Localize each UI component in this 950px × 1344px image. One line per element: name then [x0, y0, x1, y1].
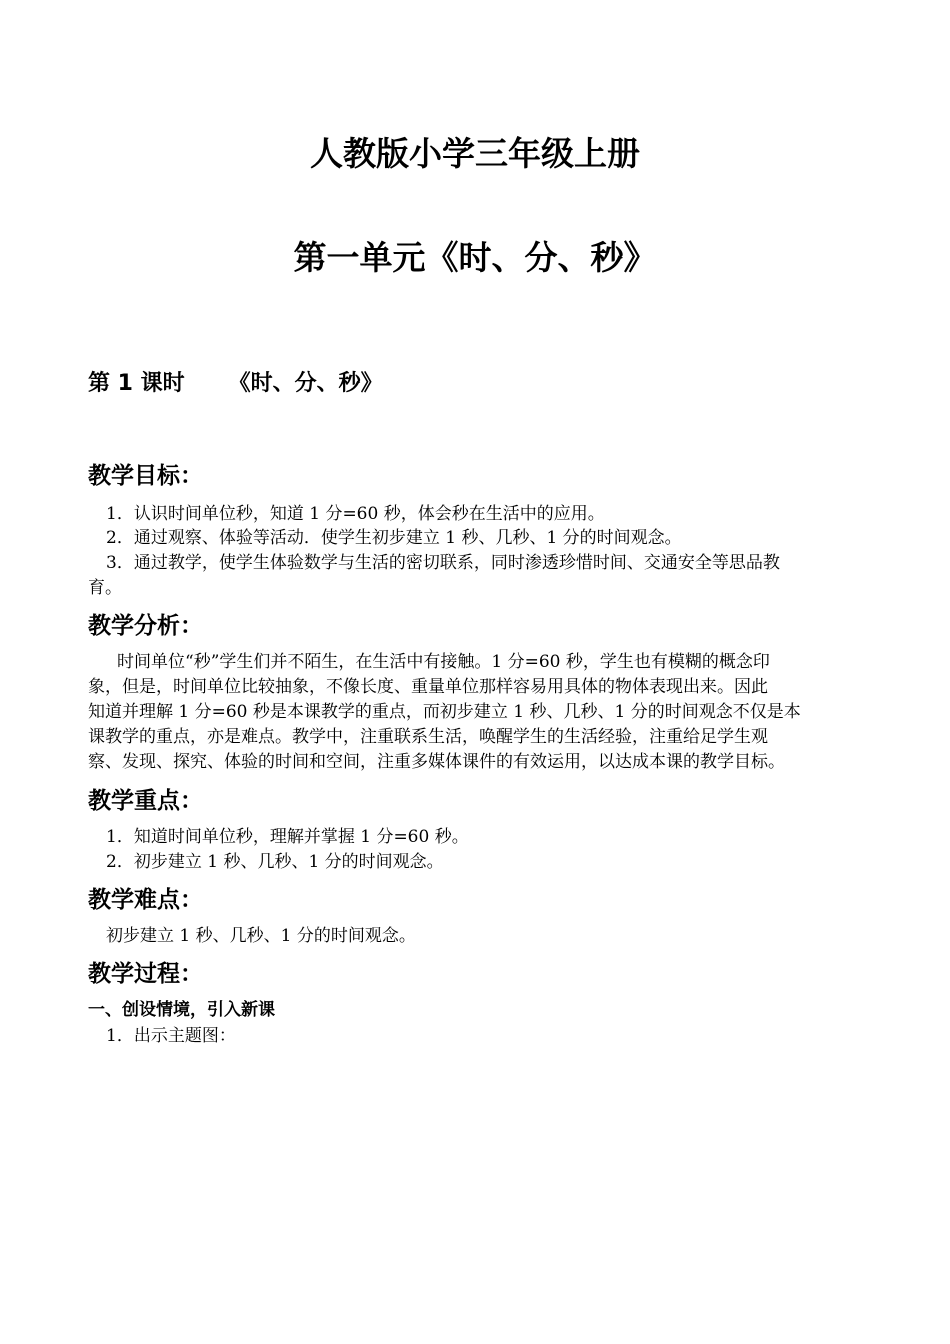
difficulties-heading: 教学难点：: [88, 887, 203, 913]
key-points-line: 2．初步建立 1 秒、几秒、1 分的时间观念。: [106, 852, 444, 872]
analysis-heading: 教学分析：: [88, 613, 203, 639]
process-subheading: 一、创设情境，引入新课: [88, 1000, 275, 1020]
process-line: 1．出示主题图：: [106, 1026, 236, 1046]
goals-line: 2．通过观察、体验等活动．使学生初步建立 1 秒、几秒、1 分的时间观念。: [106, 528, 682, 548]
document-title: 人教版小学三年级上册: [310, 134, 640, 173]
analysis-line: 课教学的重点，亦是难点。教学中，注重联系生活，唤醒学生的生活经验，注重给足学生观: [88, 727, 768, 747]
goals-line: 3．通过教学，使学生体验数学与生活的密切联系，同时渗透珍惜时间、交通安全等思品教: [106, 553, 780, 573]
lesson-header: [88, 368, 383, 400]
difficulties-line: 初步建立 1 秒、几秒、1 分的时间观念。: [106, 926, 416, 946]
goals-line: 育。: [88, 578, 122, 598]
goals-heading: 教学目标：: [88, 463, 203, 489]
analysis-line: 察、发现、探究、体验的时间和空间，注重多媒体课件的有效运用，以达成本课的教学目标。: [88, 752, 785, 772]
key-points-heading: 教学重点：: [88, 788, 203, 814]
process-heading: 教学过程：: [88, 961, 203, 987]
key-points-line: 1．知道时间单位秒，理解并掌握 1 分=60 秒。: [106, 827, 469, 847]
unit-title: 第一单元《时、分、秒》: [293, 238, 657, 277]
analysis-line: 时间单位“秒”学生们并不陌生，在生活中有接触。1 分=60 秒，学生也有模糊的概念印: [117, 652, 770, 672]
analysis-line: 知道并理解 1 分=60 秒是本课教学的重点，而初步建立 1 秒、几秒、1 分的时间观念不仅是本: [88, 702, 801, 722]
goals-line: 1．认识时间单位秒，知道 1 分=60 秒，体会秒在生活中的应用。: [106, 504, 605, 524]
analysis-line: 象，但是，时间单位比较抽象，不像长度、重量单位那样容易用具体的物体表现出来。因此: [88, 677, 768, 697]
lesson-name: 《时、分、秒》: [228, 371, 383, 396]
lesson-number: 第 1 课时: [88, 371, 185, 396]
